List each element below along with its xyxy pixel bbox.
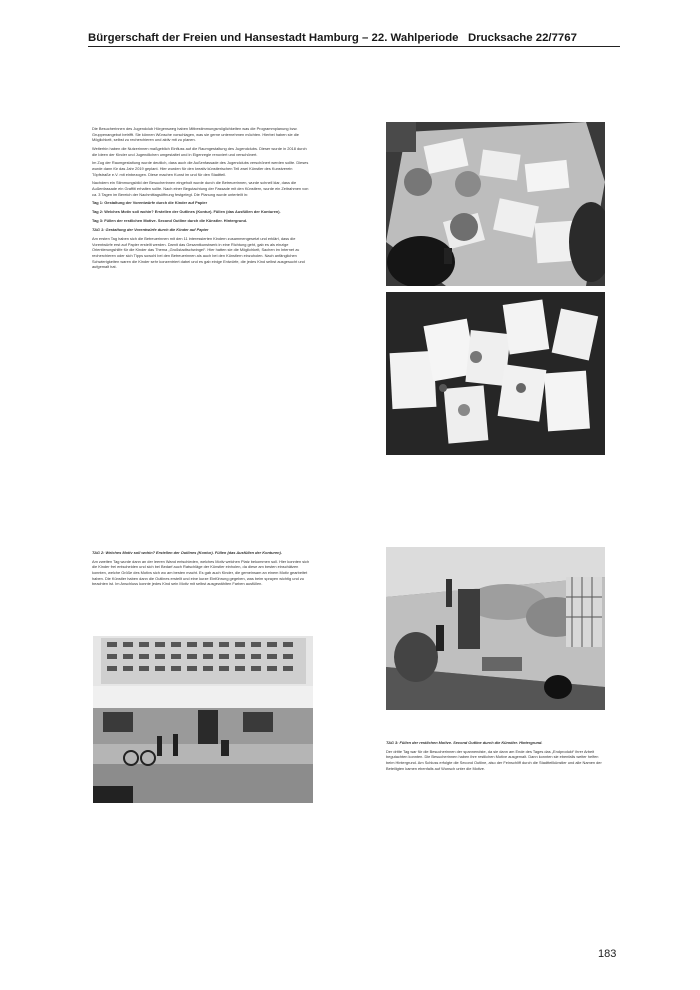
intro-paragraph-3: Im Zug der Raumgestaltung wurde deutlich, dass auch die Außenfassade des Jugendclubs verschönert werden sollte. Dieses wurde dann für das Jahr 2019 geplant. Hier wurden für den kreativ künstlerischen Teil zwei Künstler des Kunstverein Töpfstraße e.V. mit einbezogen. Diese machen Kunst im und für den Stadtteil.	[92, 160, 309, 177]
page-number: 183	[598, 948, 617, 960]
tag1-heading: TAG 1: Gestaltung der Vorentwürfe durch die Kinder auf Papier	[92, 227, 209, 233]
tag2-heading: TAG 2: Welches Motiv soll wohin? Erstellen der Outlines (Kontur). Füllen (das Ausfüllen der Konturen).	[92, 550, 282, 555]
tag1-paragraph: Am ersten Tag haben sich die Betreuerinnen mit den 11 interessierten Kindern zusammengesetzt und erklärt, dass die Vorentwürfe erst auf Papier erstellt werden. Damit das Gesamtkunstwerk in eine Richtung geht, gab es als einzige Orientierungshilfe für die Kinder das Thema „Großstadtschwingel“. Hier hatten sie die Möglichkeit, Sachen im Internet zu recherchieren oder sich Tipps sowohl bei den Betreuerinnen als auch bei den Künstlern einzuholen. Nach anfänglichen Schwierigkeiten waren die Kinder sehr konzentriert dabei und es gab einige Entwürfe, die jedes Kind selbst ausgesucht und aufgemalt hat.	[92, 236, 305, 270]
intro-paragraph-2: Weiterhin haben die Nutzerinnen maßgeblich Einfluss auf die Raumgestaltung des Jugendclubs. Dieser wurde in 2018 durch die Ideen der Kinder und Jugendlichen umgestaltet und in Eigenregie renoviert und verschönert.	[92, 145, 307, 157]
tag3-text-block	[386, 740, 606, 774]
tag3-heading: TAG 3: Füllen der restlichen Motive. Second Outline durch die Künstler. Hintergrund.	[386, 740, 543, 745]
photo-children-drawing-table	[386, 122, 605, 286]
photo-youth-club-facade	[93, 636, 313, 803]
intro-paragraph-4: Nachdem ein Stimmungsbild der Besucherinnen eingeholt wurde durch die Betreuerinnen, wurde schnell klar, dass die Außenfassade ein Graffiti erhalten sollte. Nach einer Begutachtung der Fassade mit den Künstlern, wurde ein Zeitrahmen von ca. 3 Tagen im Bereich der Nachmittagsöffnung festgelegt. Die Planung wurde unterteilt in:	[92, 180, 309, 197]
document-number: Drucksache 22/7767	[468, 32, 577, 44]
photo-mural-wall	[386, 547, 605, 710]
tag3-paragraph: Der dritte Tag war für die Besucherinnen der spannendste, da sie dann am Ende des Tages das „Endprodukt“ ihrer Arbeit begutachten konnten. Die Besucherinnen haben ihre restlichen Motive ausgemalt. Dann konnten sie ebenfalls weiter helfen beim Hintergrund. Am Schluss erfolgte die Second Outline, also der Feinschliff durch die Stadtteilkünstler und alle Namen der Beteiligten kamen ebenfalls auf Wunsch unter die Motive.	[386, 748, 602, 771]
plan-day-1: Tag 1: Gestaltung der Vorentwürfe durch die Kinder auf Papier	[92, 200, 208, 206]
plan-day-2: Tag 2: Welches Motiv soll wohin? Erstellen der Outlines (Kontur). Füllen (das Ausfüllen der Konturen).	[92, 209, 281, 215]
intro-text-block	[92, 126, 312, 273]
tag2-paragraph: Am zweiten Tag wurde dann an der leeren Wand entschieden, welches Motiv welchen Platz bekommen soll. Hier konnten sich die Kinder frei entscheiden und sich bei Bedarf auch Ratschläge der Künstler einholen, da diese am besten einschätzen konnten, welche Größe des Motivs sich wo am besten macht. Es gab auch Kinder, die gemeinsam an einem Motiv gearbeitet haben. Die Künstler haben dann die Outlines erstellt und eine kurze Einführung gegeben, was beim sprayen wichtig und zu beachten ist. Im Anschluss konnte jedes Kind sein Motiv mit selbst ausgewählten Farben ausfüllen.	[92, 558, 310, 587]
page-header	[0, 32, 700, 46]
intro-paragraph-1: Die Besucherinnen des Jugendclub Hörgensweg haben Mitbestimmungsmöglichkeiten was die Programmplanung bzw. Gruppenangebot betrifft. Sie können Wünsche vorschlagen, was sie gerne unternehmen möchten. Hierbei haben sie die Möglichkeit, selbst zu recherchieren und aktiv mit zu planen.	[92, 126, 299, 143]
tag2-text-block	[92, 550, 312, 590]
plan-day-3: Tag 3: Füllen der restlichen Motive. Second Outline durch die Künstler. Hintergrund.	[92, 217, 248, 223]
photo-drafts-on-floor	[386, 292, 605, 455]
parliament-title: Bürgerschaft der Freien und Hansestadt Hamburg – 22. Wahlperiode	[88, 32, 459, 44]
header-rule	[88, 46, 620, 47]
